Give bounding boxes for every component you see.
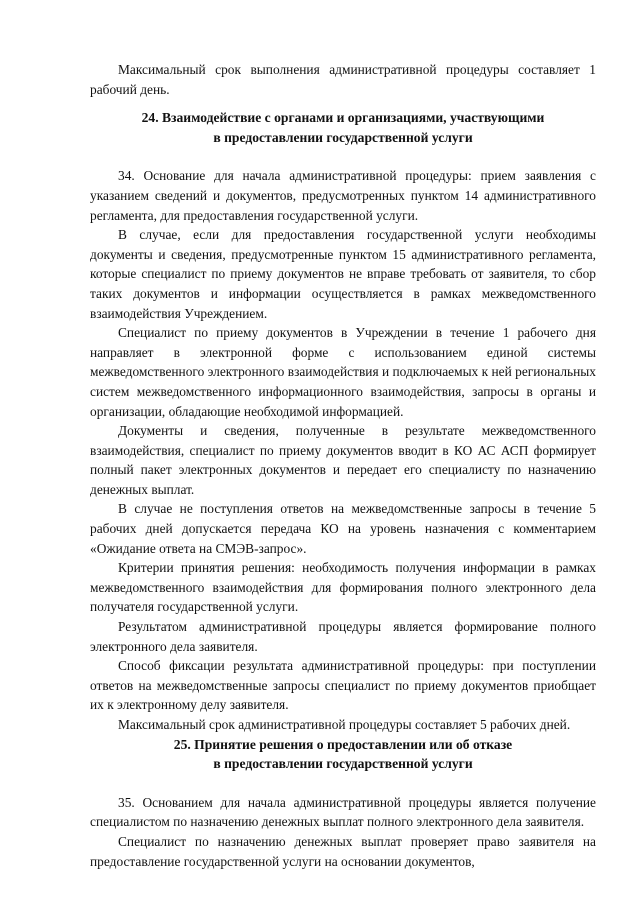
section-24-heading-line-2: в предоставлении государственной услуги: [213, 129, 473, 145]
paragraph-documents-needed: В случае, если для предоставления государственной услуги необходимы документы и сведения, предусмотренные пунктом 15 административного регламента, которые специалист по приему документов не вправе требовать от заявителя, то сбор таких документов и информации осуществляется в рамках межведомственного взаимодействия Учреждением.: [90, 227, 596, 321]
paragraph-specialist-requests: Специалист по приему документов в Учреждении в течение 1 рабочего дня направляет в электронной форме с использованием единой системы межведомственного электронного взаимодействия и подключаемых к ней региональных систем межведомственного информационного взаимодействия, запросы в органы и организации, обладающие необходимой информацией.: [90, 325, 596, 419]
paragraph-specialist-checks: Специалист по назначению денежных выплат проверяет право заявителя на предоставление государственной услуги на основании документов,: [90, 833, 596, 869]
section-25-heading: [90, 735, 596, 774]
section-25-heading-line-1: 25. Принятие решения о предоставлении или об отказе: [173, 736, 513, 752]
paragraph-34: 34. Основание для начала административной процедуры: прием заявления с указанием сведений и документов, предусмотренных пунктом 14 административного регламента, для предоставления государственной услуги.: [90, 168, 596, 223]
paragraph-decision-criteria: Критерии принятия решения: необходимость получения информации в рамках межведомственного взаимодействия для формирования полного электронного дела получателя государственной услуги.: [90, 560, 596, 615]
section-24-heading-line-1: 24. Взаимодействие с органами и организациями, участвующими: [141, 110, 545, 126]
paragraph-35: 35. Основанием для начала административной процедуры является получение специалистом по назначению денежных выплат полного электронного дела заявителя.: [90, 794, 596, 830]
section-24-heading: [90, 108, 596, 147]
section-25-heading-line-2: в предоставлении государственной услуги: [213, 756, 473, 772]
section-24-body: [90, 166, 596, 734]
paragraph-no-response: В случае не поступления ответов на межведомственные запросы в течение 5 рабочих дней допускается передача КО на уровень назначения с комментарием «Ожидание ответа на СМЭВ-запрос».: [90, 501, 596, 556]
paragraph-max-term-1-day: Максимальный срок выполнения административной процедуры составляет 1 рабочий день.: [90, 62, 596, 97]
document-page: [90, 60, 596, 871]
section-25-body: [90, 793, 596, 871]
paragraph-max-term-5-days: Максимальный срок административной процедуры составляет 5 рабочих дней.: [118, 717, 571, 732]
paragraph-documents-received: Документы и сведения, полученные в результате межведомственного взаимодействия, специалист по приему документов вводит в КО АС АСП формирует полный пакет электронных документов и передает его специалисту по назначению денежных выплат.: [90, 423, 596, 497]
paragraph-result: Результатом административной процедуры является формирование полного электронного дела заявителя.: [90, 619, 596, 654]
paragraph-fixation-method: Способ фиксации результата административной процедуры: при поступлении ответов на межведомственные запросы специалист по приему документов приобщает их к электронному делу заявителя.: [90, 658, 596, 713]
